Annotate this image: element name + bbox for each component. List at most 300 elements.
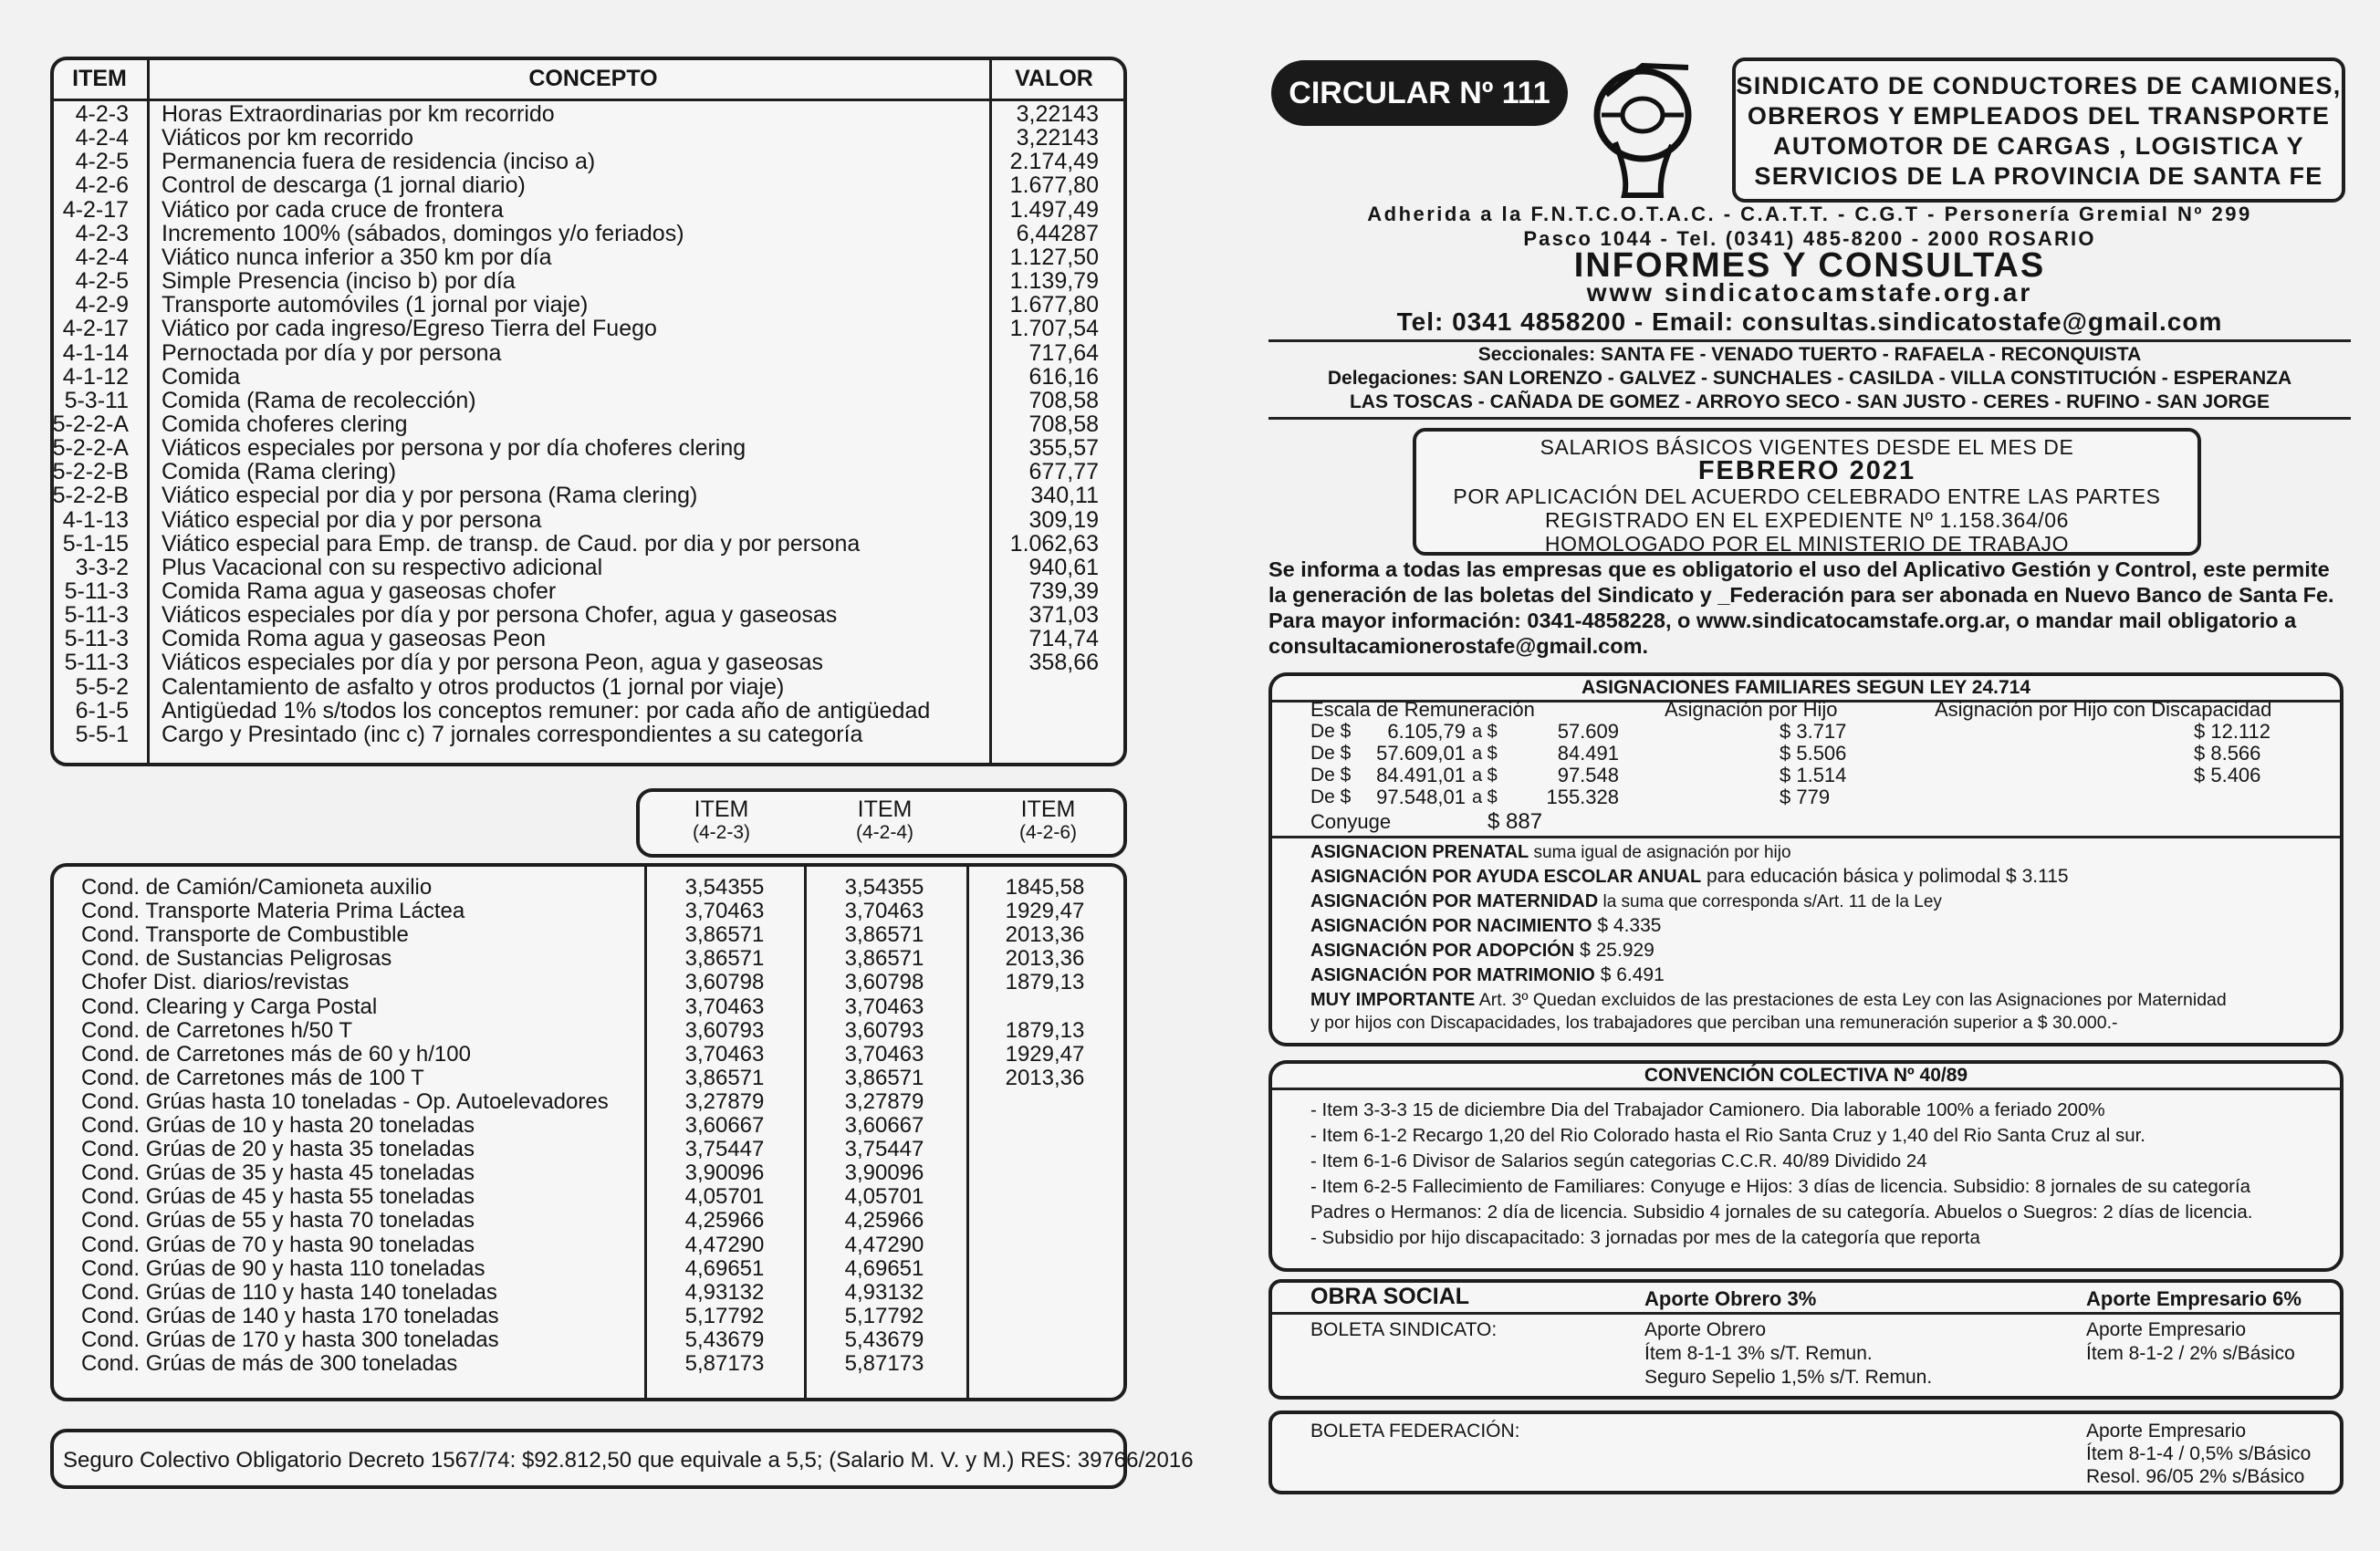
sind-seguro-sepelio: Seguro Sepelio 1,5% s/T. Remun. <box>1644 1367 1933 1388</box>
salarios-month: FEBRERO 2021 <box>1697 456 1916 485</box>
category-value-4-2-6: 2013,36 <box>1005 1065 1085 1090</box>
item-code: 5-11-3 <box>64 578 129 604</box>
header-valor: VALOR <box>1015 66 1093 91</box>
asig-a: a $ <box>1472 744 1498 764</box>
col-header-sub: (4-2-4) <box>855 822 913 843</box>
category-value-4-2-3: 3,86571 <box>684 1065 765 1090</box>
boleta-sindicato-label: BOLETA SINDICATO: <box>1310 1319 1498 1340</box>
asig-desde: 97.548,01 <box>1376 786 1466 808</box>
seguro-text: Seguro Colectivo Obligatorio Decreto 1567/74: $92.812,50 que equivale a 5,5; (Salario M. V. y M.) RES: 39766/2016 <box>63 1448 1194 1473</box>
item-code: 4-2-6 <box>75 172 129 199</box>
item-code: 4-2-5 <box>75 149 129 175</box>
table-row <box>54 102 1123 126</box>
category-value-4-2-3: 5,43679 <box>684 1327 765 1352</box>
item-concepto: Viáticos especiales por día y por persona Chofer, agua y gaseosas <box>162 602 838 629</box>
categories-column-header <box>636 788 1127 858</box>
category-row <box>54 900 1123 923</box>
fed-aporte-item: Ítem 8-1-4 / 0,5% s/Básico <box>2086 1443 2312 1464</box>
category-value-4-2-3: 3,75447 <box>684 1137 765 1162</box>
asig-de: De $ <box>1310 786 1352 807</box>
category-name: Cond. Transporte de Combustible <box>81 922 409 948</box>
item-code: 4-2-17 <box>62 316 129 342</box>
category-value-4-2-3: 3,86571 <box>684 946 765 972</box>
item-valor: 1.707,54 <box>1009 316 1099 342</box>
category-value-4-2-6: 2013,36 <box>1005 946 1085 972</box>
category-value-4-2-4: 3,54355 <box>844 875 924 900</box>
category-value-4-2-3: 3,54355 <box>684 875 765 900</box>
category-name: Cond. de Sustancias Peligrosas <box>81 946 392 972</box>
item-code: 5-11-3 <box>64 650 129 676</box>
table-row <box>54 412 1123 436</box>
nacimiento-text: $ 4.335 <box>1592 915 1662 936</box>
category-row <box>54 1185 1123 1209</box>
item-concepto: Horas Extraordinarias por km recorrido <box>162 101 555 127</box>
category-name: Cond. Grúas de 35 y hasta 45 toneladas <box>81 1161 475 1186</box>
item-concepto: Viático especial por dia y por persona <box>162 506 542 533</box>
asig-a: a $ <box>1472 722 1498 742</box>
item-valor: 1.677,80 <box>1009 292 1099 318</box>
asig-a: a $ <box>1472 765 1498 786</box>
item-code: 4-2-3 <box>75 220 129 246</box>
item-valor: 2.174,49 <box>1009 149 1099 175</box>
sindicato-line: SERVICIOS DE LA PROVINCIA DE SANTA FE <box>1754 162 2323 190</box>
item-concepto: Transporte automóviles (1 jornal por viaje) <box>162 292 589 318</box>
item-concepto: Viático por cada cruce de frontera <box>162 196 504 223</box>
asig-hijo: $ 3.717 <box>1780 720 1847 743</box>
category-name: Cond. de Camión/Camioneta auxilio <box>81 875 433 900</box>
importante-text: Art. 3º Quedan excluidos de las prestaciones de esta Ley con las Asignaciones por Maternidad <box>1475 990 2227 1010</box>
table-row <box>54 532 1123 556</box>
steering-wheel-logo-icon <box>1588 58 1697 204</box>
delegaciones-text: Delegaciones: SAN LORENZO - GALVEZ - SUNCHALES - CASILDA - VILLA CONSTITUCIÓN - ESPERANZA <box>1327 368 2292 389</box>
category-value-4-2-4: 5,87173 <box>844 1351 924 1376</box>
item-concepto: Comida (Rama de recolección) <box>162 387 476 413</box>
asig-hasta: 155.328 <box>1546 786 1619 808</box>
asig-hijo: $ 1.514 <box>1780 764 1847 786</box>
fed-aporte-empresario: Aporte Empresario <box>2086 1421 2247 1442</box>
sind-aporte-empresario: Aporte Empresario <box>2086 1319 2247 1340</box>
category-name: Cond. Grúas de 70 y hasta 90 toneladas <box>81 1232 475 1257</box>
circular-badge: CIRCULAR Nº 111 <box>1271 60 1568 126</box>
convencion-box <box>1268 1060 2343 1272</box>
item-valor: 3,22143 <box>1016 101 1099 127</box>
category-value-4-2-4: 3,70463 <box>844 994 924 1019</box>
item-valor: 1.677,80 <box>1009 172 1099 199</box>
category-value-4-2-4: 3,27879 <box>844 1088 924 1114</box>
category-row <box>54 1043 1123 1067</box>
table-row <box>54 126 1123 150</box>
salarios-line: SALARIOS BÁSICOS VIGENTES DESDE EL MES DE <box>1540 435 2074 459</box>
category-value-4-2-6: 1929,47 <box>1005 899 1085 924</box>
adherida-text: Adherida a la F.N.T.C.O.T.A.C. - C.A.T.T. - C.G.T - Personería Gremial Nº 299 <box>1367 203 2252 225</box>
table-row <box>54 651 1123 674</box>
informes-title: INFORMES Y CONSULTAS <box>1573 246 2046 285</box>
category-row <box>54 1234 1123 1257</box>
category-value-4-2-6: 2013,36 <box>1005 922 1085 948</box>
asig-de: De $ <box>1310 765 1352 786</box>
maternidad-text: la suma que corresponda s/Art. 11 de la Ley <box>1598 892 1942 911</box>
col-header-sub: (4-2-6) <box>1018 822 1077 843</box>
items-table <box>50 57 1127 766</box>
category-value-4-2-3: 3,70463 <box>684 1041 765 1067</box>
item-code: 5-2-2-B <box>52 459 129 485</box>
aporte-empresario-header: Aporte Empresario 6% <box>2086 1287 2302 1310</box>
category-value-4-2-3: 3,70463 <box>684 994 765 1019</box>
website-text: www sindicatocamstafe.org.ar <box>1586 278 2033 307</box>
category-row <box>54 1019 1123 1043</box>
item-code: 3-3-2 <box>75 554 129 580</box>
category-row <box>54 1305 1123 1328</box>
item-concepto: Permanencia fuera de residencia (inciso a) <box>162 149 596 175</box>
table-row <box>54 508 1123 532</box>
asig-hasta: 84.491 <box>1557 742 1619 765</box>
item-valor: 739,39 <box>1028 578 1099 604</box>
asig-desde: 6.105,79 <box>1387 720 1466 743</box>
item-code: 4-1-14 <box>62 339 129 366</box>
category-name: Cond. Grúas de 170 y hasta 300 toneladas <box>81 1327 499 1352</box>
item-valor: 708,58 <box>1028 411 1099 437</box>
items-table-header <box>54 60 1123 101</box>
category-row <box>54 1328 1123 1352</box>
item-code: 5-2-2-A <box>52 411 129 437</box>
salarios-line: REGISTRADO EN EL EXPEDIENTE Nº 1.158.364/06 <box>1544 508 2070 532</box>
item-code: 4-2-3 <box>75 101 129 127</box>
escolar-label: ASIGNACIÓN POR AYUDA ESCOLAR ANUAL <box>1310 867 1702 887</box>
table-row <box>54 579 1123 603</box>
category-name: Cond. Grúas de 10 y hasta 20 toneladas <box>81 1113 475 1138</box>
item-concepto: Calentamiento de asfalto y otros productos (1 jornal por viaje) <box>162 673 785 700</box>
item-concepto: Comida choferes clering <box>162 411 408 437</box>
convencion-line: - Item 3-3-3 15 de diciembre Dia del Trabajador Camionero. Dia laborable 100% a feriado 200% <box>1310 1099 2105 1120</box>
sind-aporte-empresario-item: Ítem 8-1-2 / 2% s/Básico <box>2086 1343 2295 1364</box>
asig-header-discapacidad: Asignación por Hijo con Discapacidad <box>1935 698 2272 721</box>
category-value-4-2-4: 3,70463 <box>844 1041 924 1067</box>
item-code: 4-1-13 <box>62 506 129 533</box>
table-row <box>54 198 1123 222</box>
item-concepto: Viáticos especiales por persona y por día choferes clering <box>162 435 746 462</box>
category-row <box>54 1161 1123 1185</box>
item-code: 4-2-4 <box>75 244 129 270</box>
seguro-box <box>50 1429 1194 1489</box>
table-row <box>54 173 1123 197</box>
matrimonio-label: ASIGNACIÓN POR MATRIMONIO <box>1310 965 1595 985</box>
category-value-4-2-4: 3,60793 <box>844 1017 924 1043</box>
category-row <box>54 1352 1123 1376</box>
adopcion-text: $ 25.929 <box>1574 940 1655 961</box>
category-value-4-2-3: 3,70463 <box>684 899 765 924</box>
item-valor: 677,77 <box>1028 459 1099 485</box>
item-code: 6-1-5 <box>75 697 129 723</box>
category-row <box>54 1090 1123 1114</box>
conyuge-value: $ 887 <box>1488 809 1543 834</box>
item-concepto: Control de descarga (1 jornal diario) <box>162 172 526 199</box>
aviso-text: Se informa a todas las empresas que es obligatorio el uso del Aplicativo Gestión y Control, este permite la generación de las boletas del Sindicato y _Federación para ser abonada en Nuevo Banco de Santa Fe. Para mayor información: 0341-4858228, o www.sindicatocamstafe.org.ar, o mandar mail obligatorio a consultacamionerostafe@gmail.com. <box>1268 557 2334 658</box>
category-value-4-2-6: 1879,13 <box>1005 970 1085 995</box>
item-code: 4-2-17 <box>62 196 129 223</box>
category-value-4-2-4: 4,05701 <box>844 1184 924 1210</box>
item-code: 5-5-1 <box>75 721 129 747</box>
sind-aporte-obrero-item: Ítem 8-1-1 3% s/T. Remun. <box>1644 1343 1873 1364</box>
asig-desde: 84.491,01 <box>1376 764 1466 786</box>
category-value-4-2-3: 3,86571 <box>684 922 765 948</box>
header-item: ITEM <box>72 66 127 91</box>
salarios-box <box>1413 428 2201 556</box>
category-name: Cond. Grúas de más de 300 toneladas <box>81 1351 458 1376</box>
category-name: Cond. Grúas hasta 10 toneladas - Op. Autoelevadores <box>81 1088 609 1114</box>
table-row <box>54 389 1123 412</box>
convencion-line: - Item 6-2-5 Fallecimiento de Familiares: Conyuge e Hijos: 3 días de licencia. Subsidio: 8 jornales de su categoría <box>1310 1176 2251 1197</box>
asig-discapacidad: $ 5.406 <box>2194 764 2261 786</box>
salarios-line: HOMOLOGADO POR EL MINISTERIO DE TRABAJO <box>1544 532 2070 556</box>
category-row <box>54 1209 1123 1233</box>
category-value-4-2-6: 1929,47 <box>1005 1041 1085 1067</box>
item-concepto: Simple Presencia (inciso b) por día <box>162 268 516 295</box>
item-concepto: Comida Roma agua y gaseosas Peon <box>162 626 547 652</box>
asig-de: De $ <box>1310 743 1352 764</box>
category-value-4-2-6: 1845,58 <box>1005 875 1085 900</box>
category-row <box>54 995 1123 1019</box>
category-value-4-2-3: 3,90096 <box>684 1161 765 1186</box>
sindicato-name-box <box>1732 57 2345 203</box>
importante-label: MUY IMPORTANTE <box>1310 990 1476 1010</box>
item-concepto: Viáticos especiales por día y por persona Peon, agua y gaseosas <box>162 650 823 676</box>
item-code: 5-3-11 <box>64 387 129 413</box>
category-value-4-2-4: 3,75447 <box>844 1137 924 1162</box>
item-code: 5-11-3 <box>64 602 129 629</box>
category-name: Cond. Grúas de 45 y hasta 55 toneladas <box>81 1184 475 1210</box>
category-value-4-2-4: 3,70463 <box>844 899 924 924</box>
table-row <box>54 317 1123 340</box>
item-valor: 616,16 <box>1028 363 1099 390</box>
category-name: Cond. Grúas de 140 y hasta 170 toneladas <box>81 1303 499 1328</box>
sind-aporte-obrero: Aporte Obrero <box>1644 1319 1767 1340</box>
category-value-4-2-3: 4,47290 <box>684 1232 765 1257</box>
prenatal-text: suma igual de asignación por hijo <box>1529 843 1791 862</box>
item-concepto: Viático especial por dia y por persona (Rama clering) <box>162 483 698 509</box>
item-valor: 717,64 <box>1028 339 1099 366</box>
table-row <box>54 269 1123 293</box>
table-row <box>54 436 1123 460</box>
asig-header-escala: Escala de Remuneración <box>1310 698 1535 721</box>
col-header-label: ITEM <box>1020 796 1076 822</box>
table-row <box>54 341 1123 365</box>
prenatal-label: ASIGNACION PRENATAL <box>1310 842 1529 862</box>
convencion-line: - Subsidio por hijo discapacitado: 3 jornadas por mes de la categoría que reporta <box>1310 1227 1980 1248</box>
asig-de: De $ <box>1310 721 1352 742</box>
item-valor: 1.139,79 <box>1009 268 1099 295</box>
convencion-title: CONVENCIÓN COLECTIVA Nº 40/89 <box>1272 1064 2340 1090</box>
matrimonio-text: $ 6.491 <box>1594 964 1665 985</box>
direccion-text: Pasco 1044 - Tel. (0341) 485-8200 - 2000 ROSARIO <box>1523 227 2096 250</box>
item-concepto: Antigüedad 1% s/todos los conceptos remuner: por cada año de antigüedad <box>162 697 931 723</box>
category-row <box>54 947 1123 971</box>
item-valor: 340,11 <box>1030 483 1099 509</box>
category-value-4-2-4: 4,93132 <box>844 1279 924 1305</box>
category-name: Cond. Grúas de 55 y hasta 70 toneladas <box>81 1208 475 1234</box>
category-value-4-2-4: 5,17792 <box>844 1303 924 1328</box>
asig-hasta: 57.609 <box>1557 720 1619 743</box>
table-row <box>54 245 1123 269</box>
category-value-4-2-3: 4,05701 <box>684 1184 765 1210</box>
item-valor: 708,58 <box>1028 387 1099 413</box>
item-concepto: Comida (Rama clering) <box>162 459 397 485</box>
item-valor: 355,57 <box>1028 435 1099 462</box>
item-code: 5-2-2-A <box>52 435 129 462</box>
table-row <box>54 627 1123 651</box>
item-code: 4-2-5 <box>75 268 129 295</box>
category-value-4-2-4: 3,60798 <box>844 970 924 995</box>
item-code: 5-5-2 <box>75 673 129 700</box>
category-name: Chofer Dist. diarios/revistas <box>81 970 350 995</box>
obra-social-title: OBRA SOCIAL <box>1310 1284 1470 1309</box>
asig-hasta: 97.548 <box>1557 764 1619 786</box>
item-code: 5-2-2-B <box>52 483 129 509</box>
item-concepto: Cargo y Presintado (inc c) 7 jornales correspondientes a su categoría <box>162 721 863 747</box>
asig-header-hijo: Asignación por Hijo <box>1665 698 1838 721</box>
item-valor: 940,61 <box>1028 554 1099 580</box>
category-row <box>54 971 1123 994</box>
item-concepto: Comida <box>162 363 241 390</box>
category-row <box>54 1114 1123 1138</box>
category-name: Cond. Grúas de 90 y hasta 110 toneladas <box>81 1255 485 1281</box>
sindicato-line: AUTOMOTOR DE CARGAS , LOGISTICA Y <box>1773 132 2304 160</box>
category-value-4-2-4: 3,86571 <box>844 922 924 948</box>
maternidad-label: ASIGNACIÓN POR MATERNIDAD <box>1310 891 1599 911</box>
table-row <box>54 460 1123 484</box>
boleta-federacion-box <box>1268 1410 2343 1494</box>
item-concepto: Viático por cada ingreso/Egreso Tierra del Fuego <box>162 316 657 342</box>
item-concepto: Viático nunca inferior a 350 km por día <box>162 244 552 270</box>
category-value-4-2-3: 5,17792 <box>684 1303 765 1328</box>
item-concepto: Incremento 100% (sábados, domingos y/o feriados) <box>162 220 684 246</box>
category-name: Cond. Transporte Materia Prima Láctea <box>81 899 465 924</box>
item-valor: 6,44287 <box>1016 220 1099 246</box>
item-valor: 371,03 <box>1028 602 1099 629</box>
category-row <box>54 876 1123 900</box>
item-code: 5-1-15 <box>62 530 129 557</box>
category-row <box>54 1067 1123 1090</box>
item-valor: 1.497,49 <box>1009 196 1099 223</box>
asig-hijo: $ 5.506 <box>1780 742 1847 765</box>
obra-social-box <box>1268 1279 2343 1400</box>
item-concepto: Plus Vacacional con su respectivo adicional <box>162 554 603 580</box>
table-row <box>54 699 1123 723</box>
categories-table <box>50 863 1127 1401</box>
convencion-line: - Item 6-1-2 Recargo 1,20 del Rio Colorado hasta el Rio Santa Cruz y 1,40 del Rio Santa Cruz al sur. <box>1310 1125 2145 1146</box>
table-row <box>54 675 1123 699</box>
asig-desde: 57.609,01 <box>1376 742 1466 765</box>
category-value-4-2-3: 3,60793 <box>684 1017 765 1043</box>
category-value-4-2-3: 3,60798 <box>684 970 765 995</box>
table-row <box>54 484 1123 507</box>
category-value-4-2-4: 3,60667 <box>844 1113 924 1138</box>
aporte-obrero-header: Aporte Obrero 3% <box>1644 1287 1817 1310</box>
item-valor: 309,19 <box>1028 506 1099 533</box>
item-valor: 358,66 <box>1028 650 1099 676</box>
category-value-4-2-4: 4,25966 <box>844 1208 924 1234</box>
item-code: 5-11-3 <box>64 626 129 652</box>
convencion-line: - Item 6-1-6 Divisor de Salarios según categorias C.C.R. 40/89 Dividido 24 <box>1310 1150 1927 1171</box>
category-value-4-2-4: 3,90096 <box>844 1161 924 1186</box>
delegaciones-text-2: LAS TOSCAS - CAÑADA DE GOMEZ - ARROYO SECO - SAN JUSTO - CERES - RUFINO - SAN JORGE <box>1349 391 2270 412</box>
item-concepto: Viáticos por km recorrido <box>162 125 414 151</box>
fed-resolucion: Resol. 96/05 2% s/Básico <box>2086 1466 2305 1487</box>
category-row <box>54 1281 1123 1305</box>
asig-a: a $ <box>1472 787 1498 807</box>
item-code: 4-1-12 <box>62 363 129 390</box>
header-concepto: CONCEPTO <box>528 66 658 91</box>
category-value-4-2-3: 4,69651 <box>684 1255 765 1281</box>
asignaciones-box <box>1268 672 2343 1046</box>
col-header-sub: (4-2-3) <box>692 822 750 843</box>
category-value-4-2-4: 3,86571 <box>844 1065 924 1090</box>
col-header-label: ITEM <box>694 796 749 822</box>
importante-text-2: y por hijos con Discapacidades, los trabajadores que perciban una remuneración superior a $ 30.000.- <box>1310 1013 2118 1033</box>
item-code: 4-2-4 <box>75 125 129 151</box>
asig-hijo: $ 779 <box>1780 786 1831 808</box>
category-value-4-2-3: 3,27879 <box>684 1088 765 1114</box>
col-header-label: ITEM <box>857 796 913 822</box>
sindicato-line: SINDICATO DE CONDUCTORES DE CAMIONES, <box>1736 72 2342 99</box>
item-valor: 3,22143 <box>1016 125 1099 151</box>
item-concepto: Comida Rama agua y gaseosas chofer <box>162 578 557 604</box>
item-concepto: Viático especial para Emp. de transp. de Caud. por dia y por persona <box>162 530 861 557</box>
category-value-4-2-3: 4,25966 <box>684 1208 765 1234</box>
sindicato-line: OBREROS Y EMPLEADOS DEL TRANSPORTE <box>1747 102 2331 130</box>
table-row <box>54 365 1123 389</box>
category-value-4-2-4: 3,86571 <box>844 946 924 972</box>
table-row <box>54 222 1123 245</box>
category-row <box>54 1138 1123 1161</box>
item-code: 4-2-9 <box>75 292 129 318</box>
item-valor: 714,74 <box>1028 626 1099 652</box>
table-row <box>54 150 1123 173</box>
asignaciones-title: ASIGNACIONES FAMILIARES SEGUN LEY 24.714 <box>1272 676 2340 703</box>
category-value-4-2-3: 3,60667 <box>684 1113 765 1138</box>
item-valor: 1.062,63 <box>1009 530 1099 557</box>
table-row <box>54 556 1123 579</box>
nacimiento-label: ASIGNACIÓN POR NACIMIENTO <box>1310 916 1592 936</box>
table-row <box>54 603 1123 627</box>
table-row <box>54 723 1123 746</box>
category-value-4-2-6: 1879,13 <box>1005 1017 1085 1043</box>
category-row <box>54 923 1123 947</box>
salarios-line: POR APLICACIÓN DEL ACUERDO CELEBRADO ENTRE LAS PARTES <box>1453 484 2161 508</box>
category-value-4-2-3: 4,93132 <box>684 1279 765 1305</box>
category-value-4-2-3: 5,87173 <box>684 1351 765 1376</box>
boleta-federacion-label: BOLETA FEDERACIÓN: <box>1310 1421 1520 1442</box>
asig-discapacidad: $ 12.112 <box>2194 720 2271 743</box>
category-name: Cond. de Carretones más de 60 y h/100 <box>81 1041 471 1067</box>
seccionales-text: Seccionales: SANTA FE - VENADO TUERTO - RAFAELA - RECONQUISTA <box>1477 344 2142 365</box>
category-name: Cond. Clearing y Carga Postal <box>81 994 378 1019</box>
item-valor: 1.127,50 <box>1009 244 1099 270</box>
conyuge-label: Conyuge <box>1310 810 1392 833</box>
category-name: Cond. de Carretones más de 100 T <box>81 1065 424 1090</box>
asig-discapacidad: $ 8.566 <box>2194 742 2261 765</box>
category-name: Cond. de Carretones h/50 T <box>81 1017 353 1043</box>
category-row <box>54 1257 1123 1281</box>
adopcion-label: ASIGNACIÓN POR ADOPCIÓN <box>1310 941 1575 961</box>
category-name: Cond. Grúas de 110 y hasta 140 toneladas <box>81 1279 497 1305</box>
category-name: Cond. Grúas de 20 y hasta 35 toneladas <box>81 1137 475 1162</box>
category-value-4-2-4: 5,43679 <box>844 1327 924 1352</box>
category-value-4-2-4: 4,69651 <box>844 1255 924 1281</box>
contact-line: Tel: 0341 4858200 - Email: consultas.sindicatostafe@gmail.com <box>1396 307 2223 336</box>
item-concepto: Pernoctada por día y por persona <box>162 339 502 366</box>
table-row <box>54 293 1123 317</box>
category-value-4-2-4: 4,47290 <box>844 1232 924 1257</box>
